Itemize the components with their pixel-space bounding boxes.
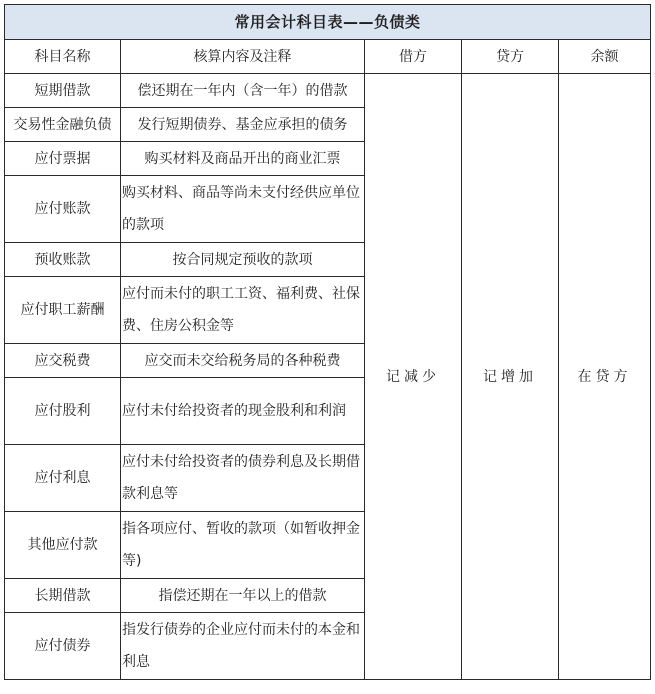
subject-description: 应付而未付的职工工资、福利费、社保费、住房公积金等 [121,277,365,344]
subject-name: 预收账款 [5,243,121,277]
subject-name: 应付职工薪酬 [5,277,121,344]
subject-name: 应交税费 [5,344,121,378]
header-credit: 贷方 [462,40,559,74]
table-title: 常用会计科目表——负债类 [5,5,651,40]
subject-description: 购买材料、商品等尚未支付经供应单位的款项 [121,176,365,243]
subject-name: 应付债券 [5,613,121,680]
subject-description: 偿还期在一年内（含一年）的借款 [121,74,365,108]
subject-description: 应付未付给投资者的债券利息及长期借款利息等 [121,445,365,512]
table-row [5,74,651,108]
subject-name: 短期借款 [5,74,121,108]
header-debit: 借方 [365,40,462,74]
subject-description: 应付未付给投资者的现金股利和利润 [121,378,365,445]
subject-description: 购买材料及商品开出的商业汇票 [121,142,365,176]
debit-rule: 记减少 [365,74,462,680]
balance-rule: 在贷方 [559,74,651,680]
header-description: 核算内容及注释 [121,40,365,74]
subject-name: 应付票据 [5,142,121,176]
subject-name: 应付利息 [5,445,121,512]
subject-description: 指偿还期在一年以上的借款 [121,579,365,613]
subject-description: 按合同规定预收的款项 [121,243,365,277]
subject-name: 应付账款 [5,176,121,243]
subject-name: 其他应付款 [5,512,121,579]
subject-description: 应交而未交给税务局的各种税费 [121,344,365,378]
liability-accounts-table [4,4,651,680]
header-balance: 余额 [559,40,651,74]
credit-rule: 记增加 [462,74,559,680]
subject-name: 交易性金融负债 [5,108,121,142]
subject-name: 应付股利 [5,378,121,445]
header-subject-name: 科目名称 [5,40,121,74]
header-row [5,40,651,74]
subject-description: 指各项应付、暂收的款项（如暂收押金等) [121,512,365,579]
subject-description: 指发行债券的企业应付而未付的本金和利息 [121,613,365,680]
title-row [5,5,651,40]
subject-name: 长期借款 [5,579,121,613]
subject-description: 发行短期债券、基金应承担的债务 [121,108,365,142]
